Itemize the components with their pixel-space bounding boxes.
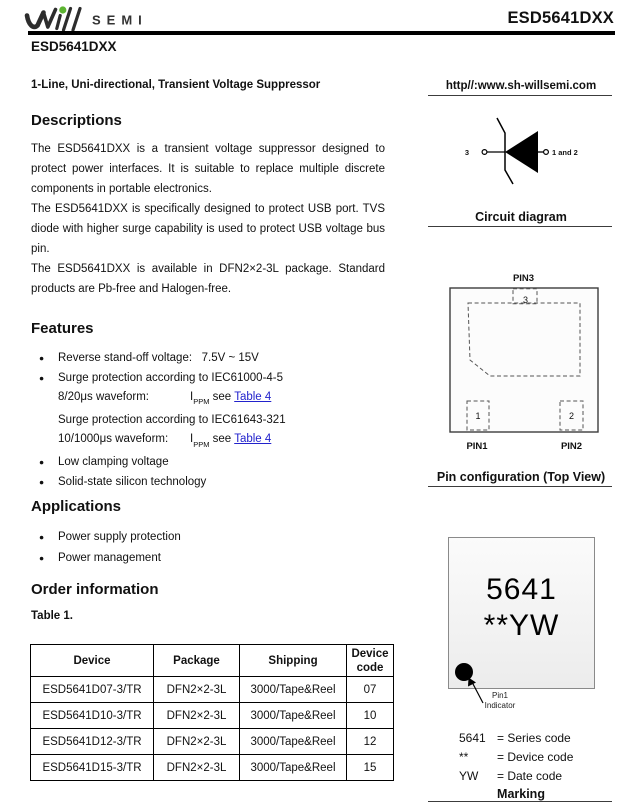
table1-label: Table 1. — [31, 610, 73, 622]
marking-rule — [428, 801, 612, 802]
application-item — [31, 548, 331, 569]
cell-shipping: 3000/Tape&Reel — [240, 729, 347, 755]
circuit-pin12-label: 1 and 2 — [552, 148, 578, 157]
logo-i-stem — [57, 16, 60, 29]
column-header-shipping: Shipping — [240, 645, 347, 677]
marking-caption: Marking — [497, 787, 545, 801]
table-row — [31, 677, 394, 703]
bullet-icon: ● — [39, 372, 45, 383]
circuit-caption-rule — [428, 226, 612, 227]
feature-item — [31, 369, 391, 389]
feature-subitem — [31, 430, 391, 453]
indicator-label-text: Indicator — [484, 701, 516, 710]
ippm-subscript: PPM — [193, 439, 210, 449]
waveform-label: 10/1000μs waveform: — [58, 433, 169, 446]
marking-code-line: **YW — [483, 609, 560, 642]
pin3-number: 3 — [522, 295, 529, 305]
legend-desc: = Series code — [497, 731, 571, 745]
order-information-heading: Order information — [31, 581, 159, 598]
pin2-number: 2 — [568, 411, 575, 421]
logo-green-dot-icon — [59, 6, 66, 13]
logo-slash-2 — [73, 9, 80, 31]
cell-code: 10 — [347, 703, 394, 729]
features-list — [31, 349, 391, 492]
feature-item — [31, 473, 391, 493]
pin3-label: PIN3 — [512, 273, 535, 284]
feature-subitem — [31, 411, 391, 431]
waveform-label: 8/20μs waveform: — [58, 391, 149, 403]
column-header-package: Package — [154, 645, 240, 677]
applications-heading: Applications — [31, 498, 122, 515]
feature-text: Reverse stand-off voltage: 7.5V ~ 15V — [58, 352, 259, 364]
feature-item — [31, 453, 391, 473]
pin-configuration-caption: Pin configuration (Top View) — [436, 470, 606, 484]
cell-code: 07 — [347, 677, 394, 703]
feature-text: Surge protection according to IEC61643-321 — [58, 413, 286, 426]
marking-legend — [459, 731, 573, 788]
legend-row — [459, 750, 573, 769]
cell-code: 12 — [347, 729, 394, 755]
table-row — [31, 729, 394, 755]
cell-device: ESD5641D10-3/TR — [31, 703, 154, 729]
cell-package: DFN2×2-3L — [154, 703, 240, 729]
table-header-row — [31, 645, 394, 677]
pin-configuration-rule — [428, 486, 612, 487]
application-text: Power management — [58, 552, 161, 564]
pin2-label: PIN2 — [560, 441, 583, 452]
application-item — [31, 527, 331, 548]
see-text: see — [209, 391, 235, 403]
description-paragraph: The ESD5641DXX is available in DFN2×2-3L package. Standard products are Pb-free and Halogen-free. — [31, 263, 385, 295]
cell-device: ESD5641D12-3/TR — [31, 729, 154, 755]
url-underline — [428, 95, 612, 96]
pin1-number: 1 — [475, 411, 481, 421]
ippm-subscript: PPM — [193, 397, 210, 407]
legend-code: YW — [459, 769, 479, 783]
description-paragraph: The ESD5641DXX is a transient voltage suppressor designed to protect power interfaces. It is suitable to replace multiple discrete components in portable electronics. — [31, 143, 385, 195]
terminal-circle-left — [482, 150, 487, 155]
application-text: Power supply protection — [58, 531, 181, 543]
page-subtitle: 1-Line, Uni-directional, Transient Voltage Suppressor — [31, 79, 321, 91]
table4-link[interactable]: Table 4 — [234, 391, 272, 403]
legend-code: 5641 — [459, 731, 486, 745]
column-header-device: Device — [31, 645, 154, 677]
marking-series-line: 5641 — [486, 573, 557, 606]
descriptions-heading: Descriptions — [31, 112, 122, 129]
cell-device: ESD5641D07-3/TR — [31, 677, 154, 703]
legend-desc: = Date code — [497, 769, 563, 783]
table4-link[interactable]: Table 4 — [234, 433, 272, 446]
cell-package: DFN2×2-3L — [154, 677, 240, 703]
cell-package: DFN2×2-3L — [154, 729, 240, 755]
bullet-icon: ● — [39, 532, 45, 542]
diode-triangle — [505, 131, 538, 173]
marking-text — [448, 572, 595, 644]
package-outline — [450, 288, 598, 432]
ippm-symbol: I — [190, 391, 194, 403]
pin1-indicator-label — [477, 691, 523, 711]
cell-code: 15 — [347, 755, 394, 781]
column-header-device-code: Device code — [347, 645, 394, 677]
bullet-icon: ● — [39, 476, 45, 487]
features-heading: Features — [31, 320, 94, 337]
applications-list — [31, 527, 331, 569]
logo-brand-text: SEMI — [92, 12, 148, 28]
tvs-diode-symbol — [430, 105, 612, 205]
cell-shipping: 3000/Tape&Reel — [240, 703, 347, 729]
cell-shipping: 3000/Tape&Reel — [240, 755, 347, 781]
feature-text: Surge protection according to IEC61000-4-5 — [58, 371, 284, 384]
header-rule — [28, 31, 615, 35]
order-information-table — [30, 644, 394, 781]
cell-shipping: 3000/Tape&Reel — [240, 677, 347, 703]
circuit-pin3-label: 3 — [464, 148, 470, 157]
company-url-link[interactable]: http//:www.sh-willsemi.com — [445, 80, 597, 92]
bullet-icon: ● — [39, 553, 45, 563]
feature-item — [31, 349, 391, 369]
feature-subitem — [31, 388, 391, 411]
legend-row — [459, 769, 573, 788]
terminal-circle-right — [544, 150, 549, 155]
see-text: see — [209, 433, 235, 446]
table-row — [31, 703, 394, 729]
header-part-number: ESD5641DXX — [507, 9, 614, 27]
ippm-symbol: I — [190, 433, 194, 446]
circuit-diagram-caption: Circuit diagram — [475, 210, 567, 224]
table-row — [31, 755, 394, 781]
bullet-icon: ● — [39, 353, 45, 363]
feature-text: Solid-state silicon technology — [58, 475, 207, 488]
feature-text: Low clamping voltage — [58, 456, 169, 469]
pin-configuration-diagram — [430, 262, 620, 462]
pin1-label: PIN1 — [466, 441, 488, 452]
cell-device: ESD5641D15-3/TR — [31, 755, 154, 781]
willsemi-logo — [24, 5, 194, 33]
pin1-label-text: Pin1 — [491, 691, 508, 700]
bullet-icon: ● — [39, 457, 45, 468]
descriptions-text — [31, 139, 385, 299]
cell-package: DFN2×2-3L — [154, 755, 240, 781]
page-part-number: ESD5641DXX — [31, 39, 117, 54]
legend-row — [459, 731, 573, 750]
description-paragraph: The ESD5641DXX is specifically designed to protect USB port. TVS diode with higher surge capability is used to protect USB voltage bus pin. — [31, 203, 385, 255]
legend-desc: = Device code — [497, 750, 574, 764]
logo-swoosh — [27, 13, 44, 27]
legend-code: ** — [459, 750, 469, 764]
